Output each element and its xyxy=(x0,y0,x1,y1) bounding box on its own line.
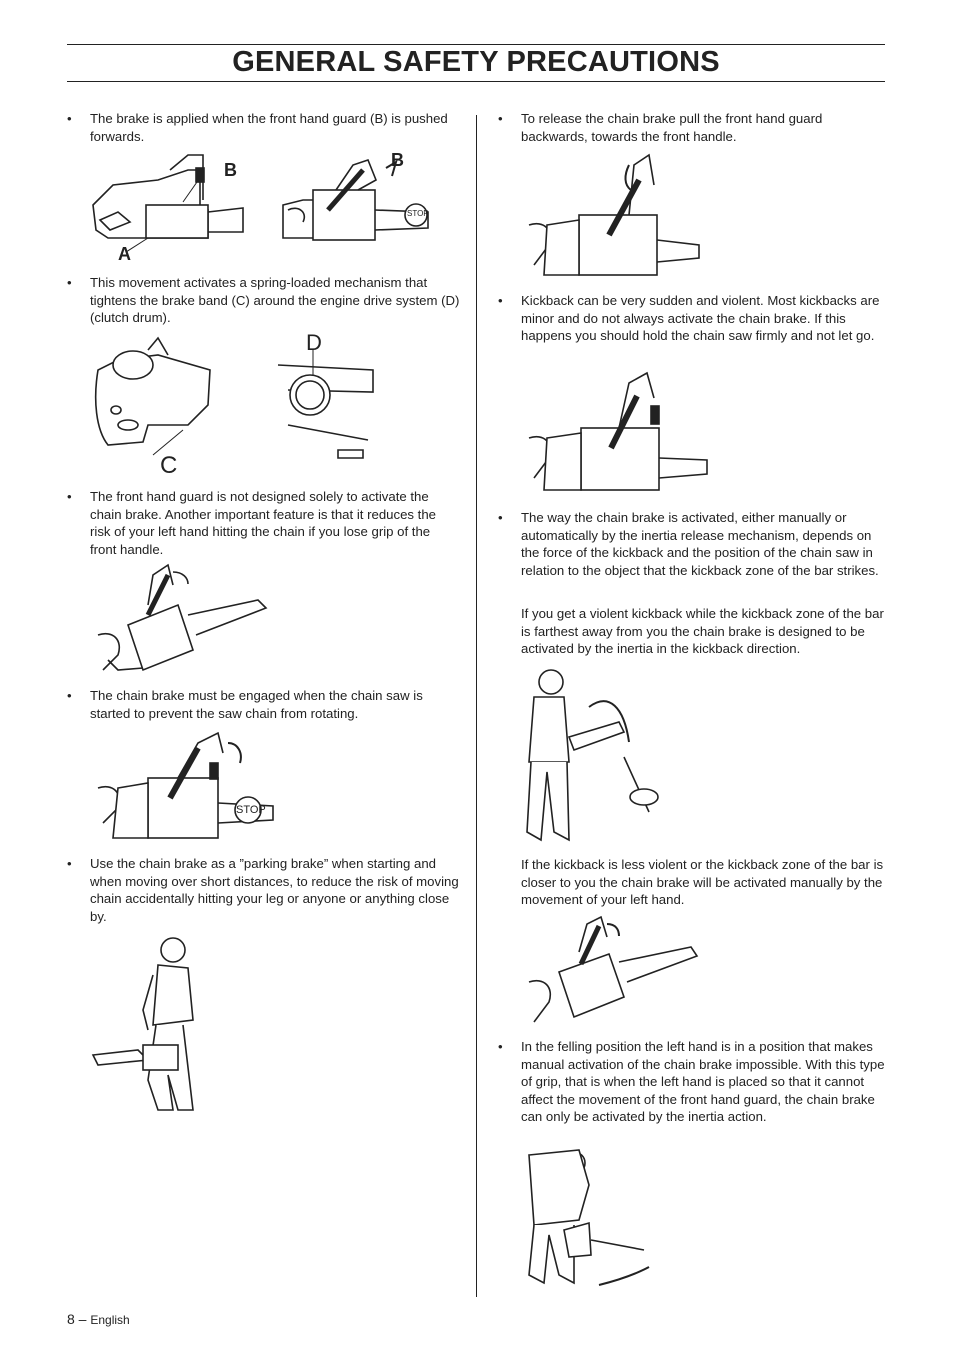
bullet: • xyxy=(67,111,72,126)
bullet: • xyxy=(498,1039,503,1054)
figure-manual-activation xyxy=(519,912,699,1032)
page-number: 8 – xyxy=(67,1311,87,1327)
right-paragraph-4: If you get a violent kickback while the kickback zone of the bar is farthest away from you the chain brake is designed to be activated by the inertia in the kickback direction. xyxy=(521,606,884,656)
left-paragraph-1: The brake is applied when the front hand guard (B) is pushed forwards. xyxy=(90,111,448,144)
label-b: B xyxy=(224,160,237,180)
left-paragraph-5: Use the chain brake as a ”parking brake” when starting and when moving over short distances, to reduce the risk of moving chain accidentally hitting your leg or anyone or anything close by. xyxy=(90,856,459,924)
figure-release-brake xyxy=(519,150,704,280)
bullet: • xyxy=(498,510,503,525)
label-c: C xyxy=(160,452,178,479)
figure-brake-engaged-start xyxy=(88,728,278,843)
figure-parking-brake-walking xyxy=(88,930,218,1120)
bullet: • xyxy=(67,856,72,871)
left-paragraph-4: The chain brake must be engaged when the chain saw is started to prevent the saw chain from rotating. xyxy=(90,688,423,721)
right-paragraph-2: Kickback can be very sudden and violent. Most kickbacks are minor and do not always activate the chain brake. If this happens you should hold the chain saw firmly and not let go. xyxy=(521,293,880,343)
figure-hand-guard-forward xyxy=(88,150,453,265)
figure-brake-band xyxy=(88,330,388,480)
page-title: GENERAL SAFETY PRECAUTIONS xyxy=(232,46,720,78)
header-rule-top xyxy=(67,44,885,45)
bullet: • xyxy=(498,111,503,126)
bullet: • xyxy=(67,688,72,703)
label-a: A xyxy=(118,244,131,264)
left-paragraph-2: This movement activates a spring-loaded mechanism that tightens the brake band (C) around the engine drive system (D) (clutch drum). xyxy=(90,275,460,325)
figure-kickback-hold xyxy=(519,368,709,498)
right-paragraph-5: If the kickback is less violent or the kickback zone of the bar is closer to you the chain brake will be activated manually by the movement of your left hand. xyxy=(521,857,884,907)
label-b-2: B xyxy=(391,150,404,170)
stop-sign-2: STOP xyxy=(236,804,266,816)
figure-hand-guard-protect xyxy=(88,560,278,680)
bullet: • xyxy=(67,275,72,290)
header-rule-bottom xyxy=(67,81,885,82)
figure-inertia-kickback xyxy=(519,662,669,847)
stop-sign: STOP xyxy=(407,209,429,218)
column-divider xyxy=(476,115,477,1297)
page-footer xyxy=(67,1311,130,1327)
footer-language: English xyxy=(90,1313,130,1327)
right-paragraph-3: The way the chain brake is activated, either manually or automatically by the inertia release mechanism, depends on the force of the kickback and the position of the chain saw in relation to the object that the kickback zone of the bar strikes. xyxy=(521,510,879,578)
figure-felling-position xyxy=(519,1145,659,1290)
left-paragraph-3: The front hand guard is not designed solely to activate the chain brake. Another important feature is that it reduces the risk of your left hand hitting the chain if you lose grip of the front handle. xyxy=(90,489,437,557)
bullet: • xyxy=(67,489,72,504)
right-paragraph-1: To release the chain brake pull the front hand guard backwards, towards the front handle. xyxy=(521,111,823,144)
label-d: D xyxy=(306,330,322,355)
right-paragraph-6: In the felling position the left hand is in a position that makes manual activation of the chain brake impossible. With this type of grip, that is when the left hand is placed so that it cannot affect the movement of the front hand guard, the chain brake can only be activated by the inertia action. xyxy=(521,1039,885,1124)
bullet: • xyxy=(498,293,503,308)
